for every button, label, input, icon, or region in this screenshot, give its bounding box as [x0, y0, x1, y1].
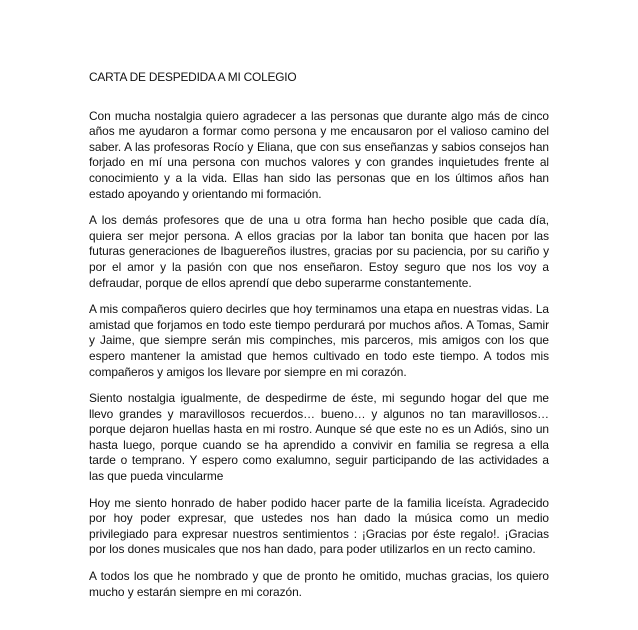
document-page	[89, 70, 549, 611]
paragraph-gratitude-teachers: Con mucha nostalgia quiero agradecer a las personas que durante algo más de cinco años me ayudaron a formar como persona y me encausaron por el valioso camino del saber. A las profesoras Rocío y Eliana, que con sus enseñanzas y sabios consejos han forjado en mí una persona con muchos valores y con grandes inquietudes frente al conocimiento y a la vida. Ellas han sido las personas que en los últimos años han estado apoyando y orientando mi formación.	[89, 108, 549, 201]
paragraph-classmates: A mis compañeros quiero decirles que hoy terminamos una etapa en nuestras vidas. La amistad que forjamos en todo este tiempo perdurará por muchos años. A Tomas, Samir y Jaime, que siempre serán mis compinches, mis parceros, mis amigos con los que espero mantener la amistad que hemos cultivado en todo este tiempo. A todos mis compañeros y amigos los llevare por siempre en mi corazón.	[89, 302, 549, 379]
paragraph-honored: Hoy me siento honrado de haber podido hacer parte de la familia liceísta. Agradecido por hoy poder expresar, que ustedes nos han dado la música como un medio privilegiado para expresar nuestros sentimientos : ¡Gracias por éste regalo!. ¡Gracias por los dones musicales que nos han dado, para poder utilizarlos en un recto camino.	[89, 495, 549, 557]
paragraph-nostalgia: Siento nostalgia igualmente, de despedirme de éste, mi segundo hogar del que me llevo grandes y maravillosos recuerdos… bueno… y algunos no tan maravillosos… porque dejaron huellas hasta en mi rostro. Aunque sé que este no es un Adiós, sino un hasta luego, porque cuando se ha aprendido a convivir en familia se regresa a ella tarde o temprano. Y espero como exalumno, seguir participando de las actividades a las que pueda vincularme	[89, 391, 549, 484]
paragraph-other-teachers: A los demás profesores que de una u otra forma han hecho posible que cada día, quiera ser mejor persona. A ellos gracias por la labor tan bonita que hacen por las futuras generaciones de Ibaguereños ilustres, gracias por su paciencia, por su cariño y por el amor y la pasión con que nos enseñaron. Estoy seguro que nos los voy a defraudar, porque de ellos aprendí que debo superarme constantemente.	[89, 213, 549, 290]
document-title: CARTA DE DESPEDIDA A MI COLEGIO	[89, 70, 297, 84]
paragraph-closing: A todos los que he nombrado y que de pronto he omitido, muchas gracias, los quiero mucho y estarán siempre en mi corazón.	[89, 569, 549, 599]
